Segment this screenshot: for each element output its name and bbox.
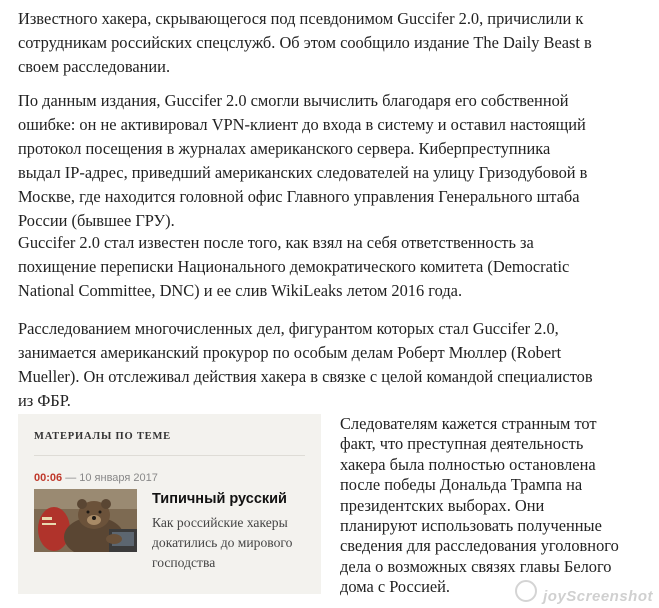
related-item-meta bbox=[34, 472, 158, 484]
watermark: joyScreenshot bbox=[543, 588, 653, 605]
bear-photo-icon bbox=[34, 489, 137, 552]
side-paragraph: Следователям кажется странным тот факт, что преступная деятельность хакера была полностью остановлена после победы Дональда Трампа на президентских выборах. Они планируют использовать полученные сведения для расследования уголовного дела о возможных связях главы Белого дома с Россией. bbox=[340, 414, 619, 597]
article-paragraph-4: Расследованием многочисленных дел, фигурантом которых стал Guccifer 2.0, занимается американский прокурор по особым делам Роберт Мюллер (Robert Mueller). Он отслеживал действия хакера в связке с целой командой специалистов из ФБР. bbox=[18, 319, 593, 410]
related-item-date: 10 января 2017 bbox=[79, 472, 158, 484]
related-item-time: 00:06 bbox=[34, 472, 63, 484]
article-paragraph-1: Известного хакера, скрывающегося под псевдонимом Guccifer 2.0, причислили к сотрудникам российских спецслужб. Об этом сообщило издание The Daily Beast в своем расследовании. bbox=[18, 9, 592, 76]
related-divider bbox=[34, 455, 305, 456]
related-item-title[interactable]: Типичный русский bbox=[152, 491, 287, 507]
article-paragraph-3: Guccifer 2.0 стал известен после того, как взял на себя ответственность за похищение переписки Национального демократического комитета (Democratic National Committee, DNC) и ее слив WikiLeaks летом 2016 года. bbox=[18, 233, 570, 300]
watermark-logo-icon bbox=[515, 580, 537, 602]
related-materials-box bbox=[18, 414, 321, 594]
related-materials-heading: МАТЕРИАЛЫ ПО ТЕМЕ bbox=[34, 431, 171, 442]
related-item-thumbnail[interactable] bbox=[34, 489, 137, 552]
related-item-subtitle[interactable]: Как российские хакеры докатились до мирового господства bbox=[152, 515, 293, 570]
article-paragraph-2: По данным издания, Guccifer 2.0 смогли вычислить благодаря его собственной ошибке: он не активировал VPN-клиент до входа в систему и оставил настоящий протокол посещения в журналах американского сервера. Киберпреступника выдал IP-адрес, приведший американских следователей на улицу Гризодубовой в Москве, где находится головной офис Главного управления Генерального штаба России (бывшее ГРУ). bbox=[18, 91, 588, 230]
related-item-date-separator: — bbox=[62, 472, 80, 484]
